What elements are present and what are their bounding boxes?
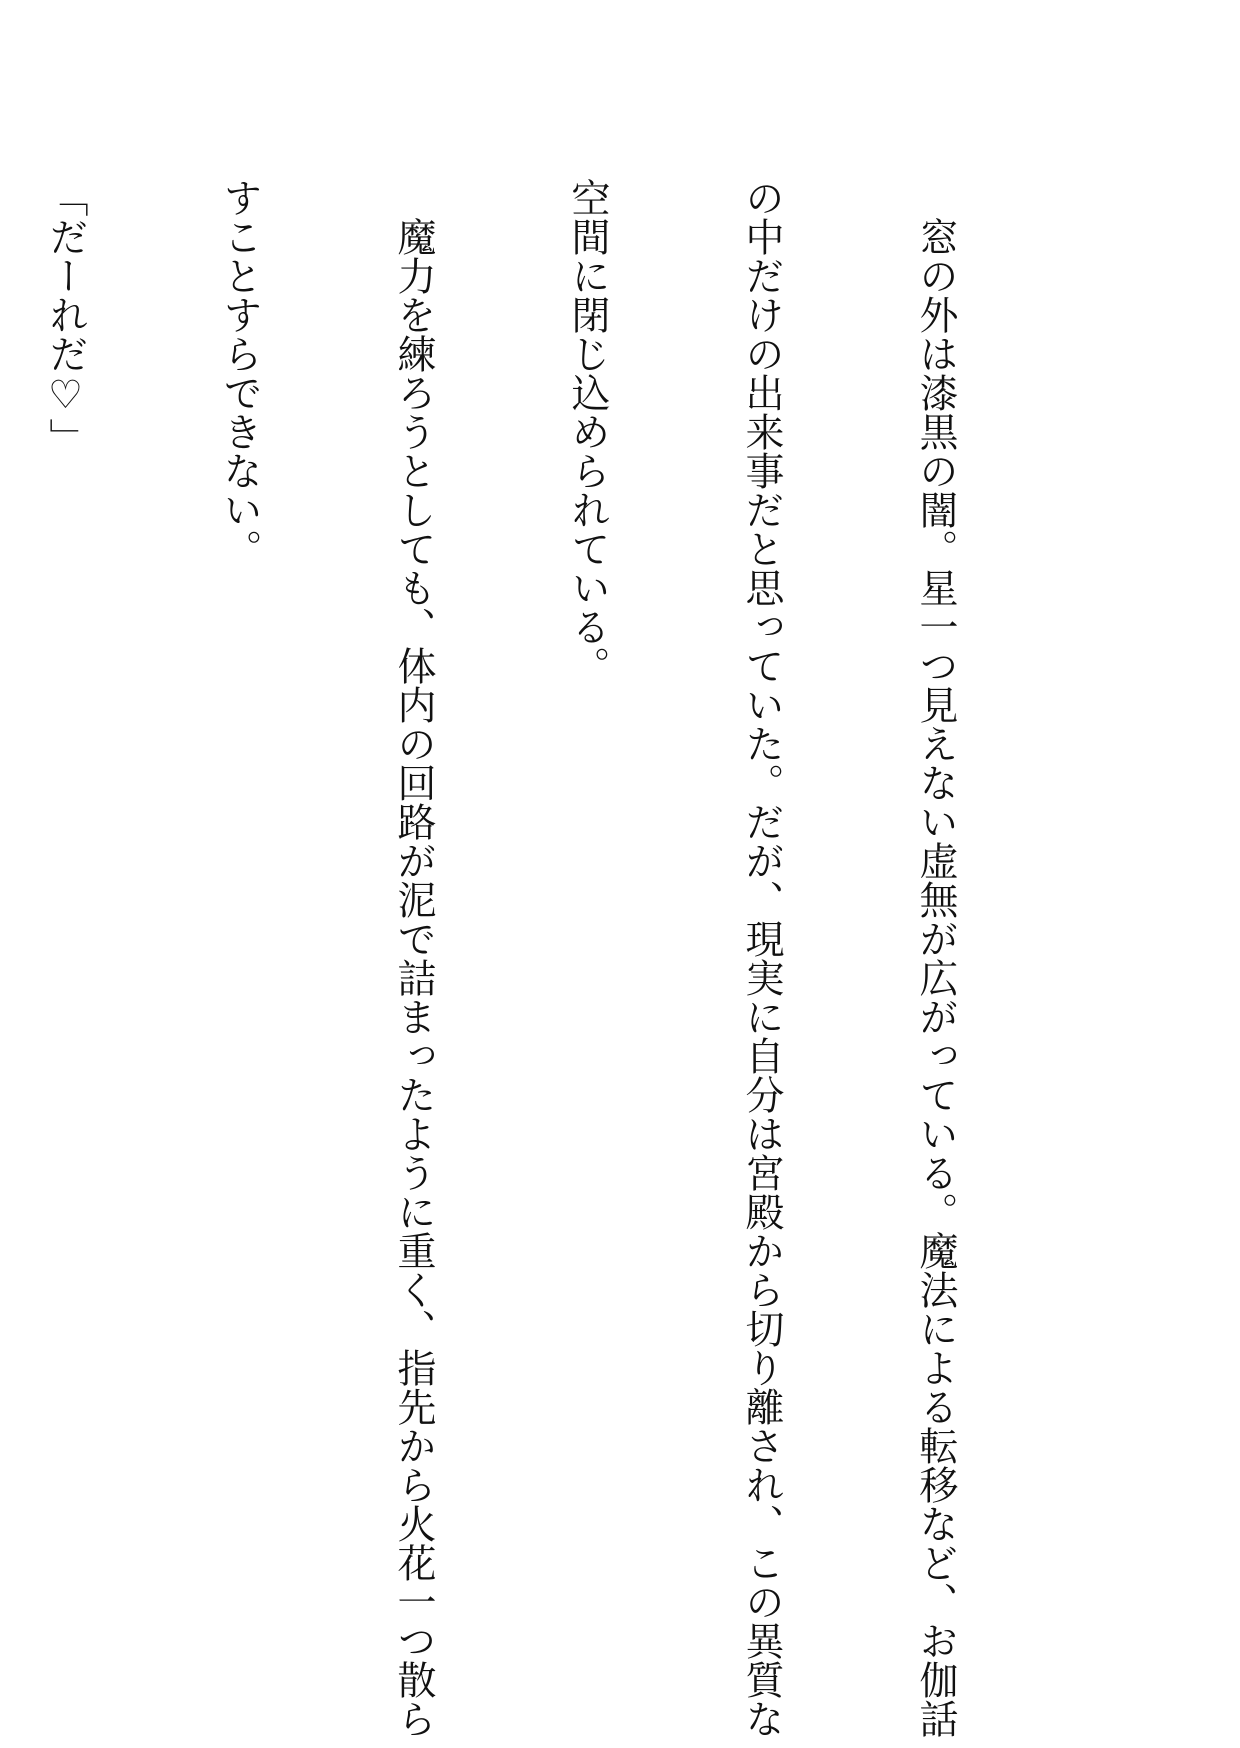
text-line: の中だけの出来事だと思っていた。だが、現実に自分は宮殿から切り離され、この異質な — [739, 178, 784, 1738]
text-line: 「だーれだ♡」 — [43, 178, 88, 457]
text-line: 魔力を練ろうとしても、体内の回路が泥で詰まったように重く、指先から火花一つ散ら — [391, 178, 436, 1738]
text-line: 空間に閉じ込められている。 — [565, 178, 610, 685]
vertical-text-body — [0, 178, 1080, 1738]
text-line: 窓の外は漆黒の闇。星一つ見えない虚無が広がっている。魔法による転移など、お伽話 — [913, 178, 958, 1738]
text-line: すことすらできない。 — [217, 178, 262, 568]
